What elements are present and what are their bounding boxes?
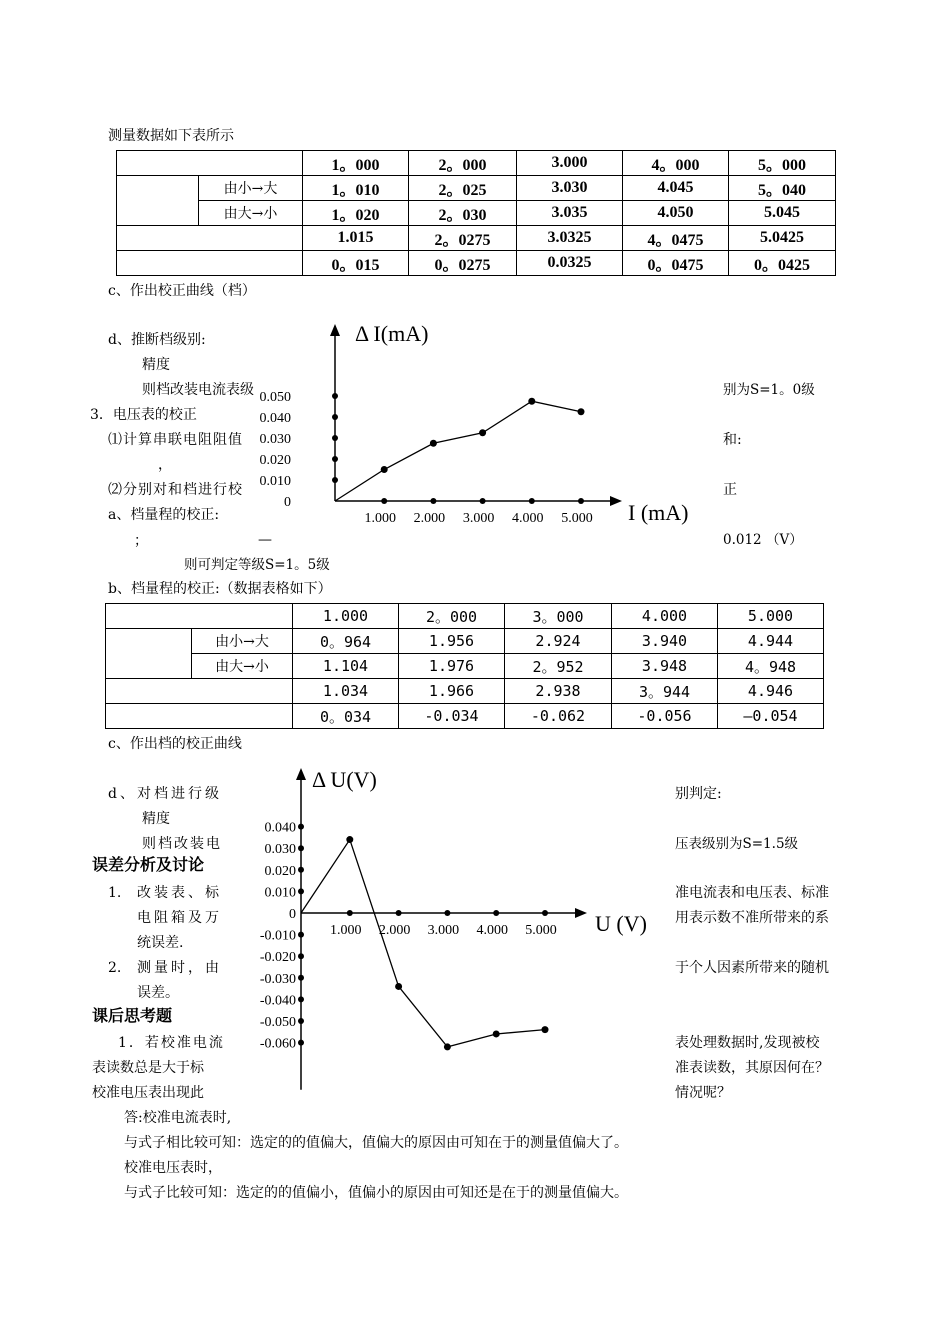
table-cell: 1.034 [293,679,399,704]
y-tick-dot [298,1040,304,1046]
x-tick-label: 2.000 [378,923,411,938]
row-label-ascending: 由小→大 [199,176,303,201]
y-tick-label: 0 [284,495,291,510]
x-tick-label: 3.000 [427,923,460,938]
table-cell: 0。015 [303,251,409,276]
table-cell: -0.034 [399,704,505,729]
q1-left-line1: 1．若校准电流 [118,1035,225,1051]
table-cell: 3.948 [612,654,718,679]
table-cell: 3.0325 [517,226,623,251]
table-cell: 1.104 [293,654,399,679]
x-axis-label: U (V) [595,911,647,936]
section2-precision: 精度 [142,811,170,827]
data-point [578,408,585,415]
x-tick-label: 5.000 [525,923,557,938]
table-cell: 4。000 [623,151,729,176]
y-tick-label: 0.030 [264,842,296,858]
table-cell: 3。000 [505,604,612,629]
y-axis-arrow-icon [296,768,306,780]
x-tick-dot [529,498,535,504]
table-cell: 0。034 [293,704,399,729]
y-tick-label: -0.050 [259,1015,296,1030]
table-cell: 1.000 [293,604,399,629]
table-cell: 5。040 [729,176,836,201]
table-cell: 4.946 [718,679,824,704]
table-cell: 3.030 [517,176,623,201]
y-tick-dot [332,435,338,441]
section2-conclusion-left: 则档改装电 [142,836,222,852]
y-tick-dot [332,477,338,483]
comma-mark: ， [158,457,172,473]
row-label-descending: 由大→小 [199,201,303,226]
section2-d-left: d、对档进行级 [108,786,222,802]
voltage-calibration-title: 3．电压表的校正 [90,407,197,423]
section1-d-title: d、推断档级别: [108,332,206,348]
x-tick-dot [347,910,353,916]
x-tick-label: 4.000 [476,923,508,938]
section1-precision: 精度 [142,357,170,373]
answer-line1: 答:校准电流表时, [124,1110,232,1126]
grade-judgement: 则可判定等级S=1。5级 [184,557,330,573]
table-cell: 1。010 [303,176,409,201]
table-cell: 2。025 [409,176,517,201]
table-cell: 3.035 [517,201,623,226]
y-tick-dot [298,953,304,959]
x-axis-arrow-icon [575,908,587,918]
table-cell: 0.0325 [517,251,623,276]
homework-title: 课后思考题 [92,1006,173,1025]
table-cell: 2。000 [409,151,517,176]
item1-left-line3: 统误差. [137,935,184,951]
table-cell: 2.924 [505,629,612,654]
data-point [430,440,437,447]
x-tick-label: 1.000 [364,511,396,526]
data-point [395,983,402,990]
error-value: 0.012 （V） [723,532,803,548]
item2-left-line1: 测量时，由 [137,960,222,976]
y-tick-dot [298,824,304,830]
data-point [381,466,388,473]
table-cell: 0。0425 [729,251,836,276]
x-tick-dot [381,498,387,504]
a-range-title: a、档量程的校正: [108,507,220,523]
table-cell: 3.000 [517,151,623,176]
y-axis-label: Δ U(V) [312,767,377,792]
x-tick-dot [396,910,402,916]
y-tick-dot [298,888,304,894]
item1-right-line2: 用表示数不准所带来的系 [675,910,829,926]
x-tick-dot [578,498,584,504]
series-resistance-right: 和: [723,432,742,448]
y-tick-label: 0 [289,907,296,922]
table-cell: 0。0475 [623,251,729,276]
x-axis-label: I (mA) [628,500,689,525]
table-cell: 4.944 [718,629,824,654]
y-axis-label: Δ I(mA) [355,321,429,346]
calibrate-ranges-right: 正 [723,482,737,498]
table-cell: 2。030 [409,201,517,226]
current-correction-chart [260,321,689,526]
y-tick-dot [332,393,338,399]
y-tick-label: 0.020 [259,453,291,468]
section2-conclusion-right: 压表级别为S=1.5级 [675,836,799,852]
table-cell: 0。964 [293,629,399,654]
semicolon-mark: ； [134,533,148,549]
table-cell: 4.050 [623,201,729,226]
y-tick-label: 0.030 [259,432,291,447]
table-cell: 2。0275 [409,226,517,251]
data-point [479,429,486,436]
item1-left-line2: 电阻箱及万 [137,910,222,926]
y-tick-dot [298,867,304,873]
section1-conclusion-right: 别为S=1。0级 [723,382,815,398]
y-tick-label: 0.040 [264,820,296,836]
y-tick-dot [298,845,304,851]
section1-conclusion-left: 则档改装电流表级 [142,382,254,398]
q1-left-line3: 校准电压表出现此 [92,1085,204,1101]
item2-number: 2. [108,960,122,976]
x-tick-dot [480,498,486,504]
item1-left-line1: 改装表、标 [137,885,222,901]
x-tick-dot [430,498,436,504]
table-cell: 1.966 [399,679,505,704]
x-tick-label: 3.000 [462,511,495,526]
series-line [301,840,545,1047]
table-cell: 4.000 [612,604,718,629]
item1-right-line1: 准电流表和电压表、标准 [675,885,829,901]
table-cell: 1.976 [399,654,505,679]
x-tick-dot [542,910,548,916]
table-cell: 5。000 [729,151,836,176]
q1-right-line3: 情况呢？ [675,1085,731,1101]
y-tick-dot [298,1018,304,1024]
row-label-ascending: 由小→大 [192,629,293,654]
table-cell: 2。000 [399,604,505,629]
y-tick-dot [298,975,304,981]
y-tick-label: -0.010 [259,928,296,944]
calibrate-ranges-left: ⑵分别对和档进行校 [108,482,243,498]
y-tick-label: 0.020 [264,863,296,879]
x-tick-label: 5.000 [561,511,593,526]
data-point [444,1043,451,1050]
x-tick-label: 4.000 [512,511,544,526]
row-label-descending: 由大→小 [192,654,293,679]
table-cell: 4。0475 [623,226,729,251]
item1-number: 1. [108,885,122,901]
table-cell: 2。952 [505,654,612,679]
table-cell: —0.054 [718,704,824,729]
y-tick-dot [332,456,338,462]
data-point [493,1030,500,1037]
series-line [335,401,581,501]
table-cell: 4.045 [623,176,729,201]
table-cell: 4。948 [718,654,824,679]
section2-d-right: 别判定: [675,786,722,802]
table-cell: 5.000 [718,604,824,629]
y-tick-label: 0.050 [259,390,291,405]
table-cell: -0.062 [505,704,612,729]
y-tick-dot [298,996,304,1002]
table-cell: 1。020 [303,201,409,226]
answer-line4: 与式子比较可知：选定的的值偏小，值偏小的原因由可知还是在于的测量值偏大。 [124,1185,628,1201]
table-cell: 5.0425 [729,226,836,251]
y-tick-dot [332,414,338,420]
y-tick-label: -0.060 [259,1036,296,1052]
y-axis-arrow-icon [330,324,340,336]
dash-mark: — [258,532,272,548]
x-tick-dot [444,910,450,916]
x-tick-label: 1.000 [330,923,362,938]
table-cell: 3。944 [612,679,718,704]
y-tick-label: -0.040 [259,993,296,1009]
y-tick-label: -0.030 [259,971,296,987]
data-point [542,1026,549,1033]
series-resistance-left: ⑴计算串联电阻阻值 [108,432,243,448]
x-tick-dot [493,910,499,916]
section2-c-title: c、作出档的校正曲线 [108,736,242,752]
q1-left-line2: 表读数总是大于标 [92,1060,204,1076]
y-tick-label: 0.010 [259,474,291,489]
y-tick-label: 0.010 [264,885,296,901]
table-cell: 1.015 [303,226,409,251]
table-cell: 0。0275 [409,251,517,276]
answer-line2: 与式子相比较可知：选定的的值偏大，值偏大的原因由可知在于的测量值偏大了。 [124,1135,628,1151]
b-range-title: b、档量程的校正:（数据表格如下） [108,581,332,597]
data-point [528,398,535,405]
table-cell: 5.045 [729,201,836,226]
voltage-correction-chart [260,767,647,1090]
item2-left-line2: 误差。 [137,985,179,1001]
q1-right-line2: 准表读数，其原因何在？ [675,1060,829,1076]
answer-line3: 校准电压表时， [124,1160,222,1176]
intro-text: 测量数据如下表所示 [108,128,234,144]
table-cell: 1。000 [303,151,409,176]
item2-right-line1: 于个人因素所带来的随机 [675,960,829,976]
y-tick-label: 0.040 [259,411,291,426]
data-point [346,836,353,843]
section1-c-title: c、作出校正曲线（档） [108,283,256,299]
y-tick-dot [298,932,304,938]
x-tick-label: 2.000 [413,511,446,526]
table-cell: 1.956 [399,629,505,654]
table-cell: 3.940 [612,629,718,654]
y-tick-label: -0.020 [259,950,296,966]
q1-right-line1: 表处理数据时,发现被校 [675,1035,820,1051]
table-cell: -0.056 [612,704,718,729]
x-axis-arrow-icon [610,496,622,506]
table-cell: 2.938 [505,679,612,704]
error-analysis-title: 误差分析及讨论 [92,855,205,874]
